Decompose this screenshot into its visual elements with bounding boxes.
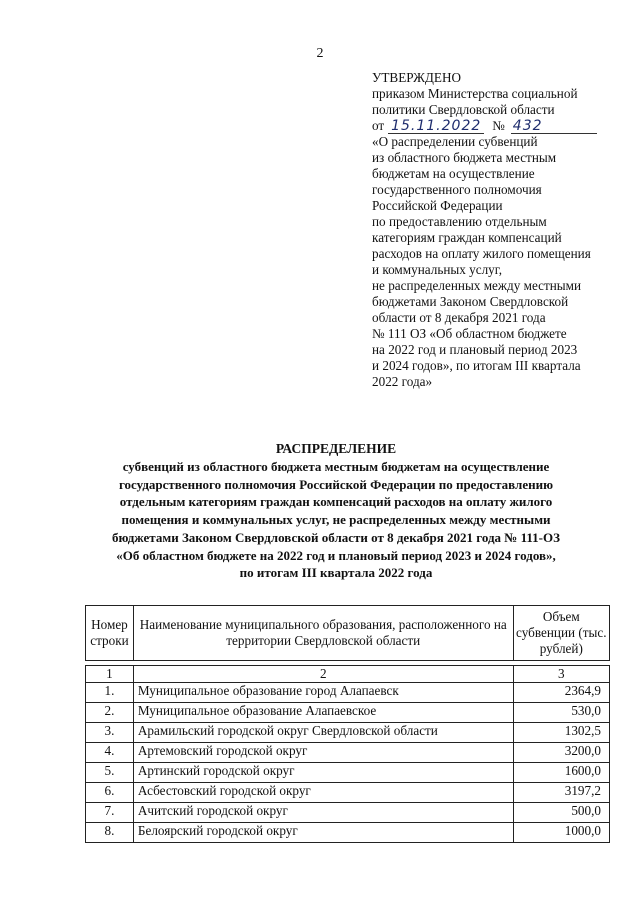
column-number-3: 3 [513, 666, 609, 683]
from-label: от [372, 118, 385, 133]
subvention-amount-cell: 1000,0 [513, 823, 609, 843]
page-number: 2 [316, 46, 324, 61]
table-row [86, 763, 610, 783]
municipality-name-cell: Белоярский городской округ [133, 823, 513, 843]
table-body [86, 683, 610, 843]
municipality-name-cell: Артемовский городской округ [133, 743, 513, 763]
subvention-amount-cell: 2364,9 [513, 683, 609, 703]
subvention-amount-cell: 500,0 [513, 803, 609, 823]
approval-line: не распределенных между местными [372, 278, 582, 293]
approval-line: расходов на оплату жилого помещения [372, 246, 591, 261]
table-row [86, 723, 610, 743]
handwritten-date: 15.11.2022 [388, 119, 484, 134]
approval-line: и коммунальных услуг, [372, 262, 502, 277]
row-number-cell: 8. [86, 823, 134, 843]
heading-line: помещения и коммунальных услуг, не распределенных между местными [121, 512, 551, 528]
column-number-1: 1 [86, 666, 134, 683]
municipality-name-cell: Муниципальное образование город Алапаевск [133, 683, 513, 703]
order-line-1: приказом Министерства социальной [372, 86, 578, 101]
table-row [86, 703, 610, 723]
order-line-2: политики Свердловской области [372, 102, 555, 117]
handwritten-order-number: 432 [511, 119, 597, 134]
column-number-2: 2 [133, 666, 513, 683]
municipality-name-cell: Асбестовский городской округ [133, 783, 513, 803]
subvention-amount-cell: 530,0 [513, 703, 609, 723]
municipality-name-cell: Муниципальное образование Алапаевское [133, 703, 513, 723]
table-header-row [86, 606, 610, 661]
approval-line: 2022 года» [372, 374, 433, 389]
approval-description [372, 134, 622, 390]
document-subtitle [86, 458, 586, 582]
row-number-cell: 4. [86, 743, 134, 763]
heading-line: государственного полномочия Российской Федерации по предоставлению [118, 476, 554, 492]
approval-line: № 111 ОЗ «Об областном бюджете [372, 326, 567, 341]
table-row [86, 683, 610, 703]
approval-line: бюджетам на осуществление [372, 166, 535, 181]
table-row [86, 783, 610, 803]
approved-label: УТВЕРЖДЕНО [372, 70, 462, 85]
document-heading [86, 440, 586, 582]
heading-line: «Об областном бюджете на 2022 год и плановый период 2023 и 2024 годов», [116, 547, 556, 563]
approval-line: на 2022 год и плановый период 2023 [372, 342, 578, 357]
heading-line: отдельным категориям граждан компенсаций расходов на оплату жилого [119, 494, 553, 510]
table-row [86, 803, 610, 823]
approval-line: из областного бюджета местным [372, 150, 557, 165]
order-date-line [372, 118, 622, 134]
approval-line: категориям граждан компенсаций [372, 230, 562, 245]
approval-line: «О распределении субвенций [372, 134, 538, 149]
approval-line: по предоставлению отдельным [372, 214, 547, 229]
heading-line: бюджетами Законом Свердловской области от 8 декабря 2021 года № 111-ОЗ [112, 529, 560, 545]
row-number-cell: 2. [86, 703, 134, 723]
municipality-name-cell: Артинский городской округ [133, 763, 513, 783]
subvention-amount-cell: 1600,0 [513, 763, 609, 783]
approval-block [372, 70, 622, 390]
number-sign: № [492, 118, 505, 133]
municipality-name-cell: Ачитский городской округ [133, 803, 513, 823]
subvention-amount-cell: 3197,2 [513, 783, 609, 803]
row-number-cell: 7. [86, 803, 134, 823]
row-number-cell: 6. [86, 783, 134, 803]
header-municipality: Наименование муниципального образования, расположенного на территории Свердловской области [133, 606, 513, 661]
municipality-name-cell: Арамильский городской округ Свердловской области [133, 723, 513, 743]
document-title: РАСПРЕДЕЛЕНИЕ [275, 441, 397, 456]
table-row [86, 823, 610, 843]
subvention-amount-cell: 1302,5 [513, 723, 609, 743]
subvention-amount-cell: 3200,0 [513, 743, 609, 763]
row-number-cell: 1. [86, 683, 134, 703]
heading-line: субвенций из областного бюджета местным бюджетам на осуществление [122, 459, 550, 474]
approval-line: Российской Федерации [372, 198, 503, 213]
approval-line: области от 8 декабря 2021 года [372, 310, 546, 325]
row-number-cell: 3. [86, 723, 134, 743]
approval-line: бюджетами Законом Свердловской [372, 294, 569, 309]
row-number-cell: 5. [86, 763, 134, 783]
distribution-table [85, 605, 610, 843]
header-row-number: Номер строки [86, 606, 134, 661]
heading-line: по итогам III квартала 2022 года [239, 565, 433, 581]
approval-line: и 2024 годов», по итогам III квартала [372, 358, 581, 373]
table-column-numbers [86, 666, 610, 683]
table-row [86, 743, 610, 763]
header-subvention-amount: Объем субвенции (тыс. рублей) [513, 606, 609, 661]
approval-line: государственного полномочия [372, 182, 542, 197]
